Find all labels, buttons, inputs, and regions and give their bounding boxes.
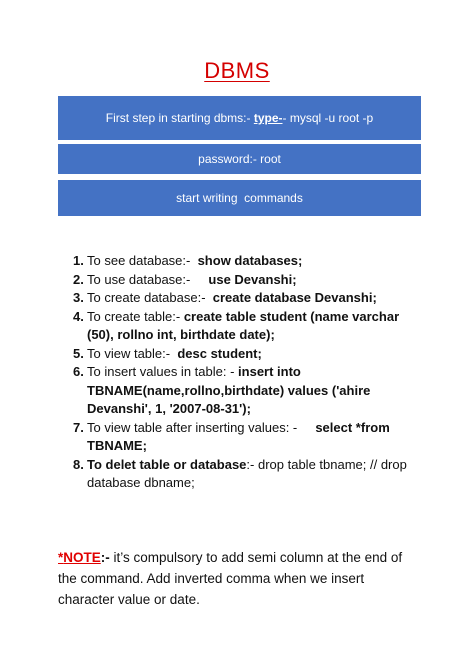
steps-list: [73, 252, 417, 493]
page-title: DBMS: [204, 58, 270, 83]
list-item: 6. To insert values in table: - insert into TBNAME(name,rollno,birthdate) values ('ahire Devanshi', 1, '2007-08-31');: [73, 364, 371, 416]
list-item: 1. To see database:- show databases;: [73, 253, 303, 268]
start-commands-text: start writing commands: [176, 191, 303, 205]
list-item: 4. To create table:- create table student (name varchar (50), rollno int, birthdate date);: [73, 308, 400, 342]
first-step-prefix: First step in starting dbms:-: [105, 111, 254, 125]
password-box: [58, 144, 421, 174]
first-step-box: [58, 96, 421, 140]
list-item: 5. To view table:- desc student;: [73, 345, 262, 361]
type-keyword: type-: [253, 111, 283, 125]
note-label: *NOTE: [58, 550, 101, 565]
note-paragraph: *NOTE:- it’s compulsory to add semi column at the end of the command. Add inverted comma when we insert character value or date.: [58, 550, 403, 607]
list-item: 2. To use database:- use Devanshi;: [73, 271, 297, 287]
start-commands-box: [58, 180, 421, 216]
list-item: 3. To create database:- create database Devanshi;: [73, 290, 377, 305]
list-item: 8. To delet table or database:- drop table tbname; // drop database dbname;: [73, 456, 407, 490]
list-item: 7. To view table after inserting values: - select *from TBNAME;: [73, 419, 390, 453]
first-step-command: - mysql -u root -p: [282, 111, 374, 125]
password-text: password:- root: [198, 152, 281, 166]
